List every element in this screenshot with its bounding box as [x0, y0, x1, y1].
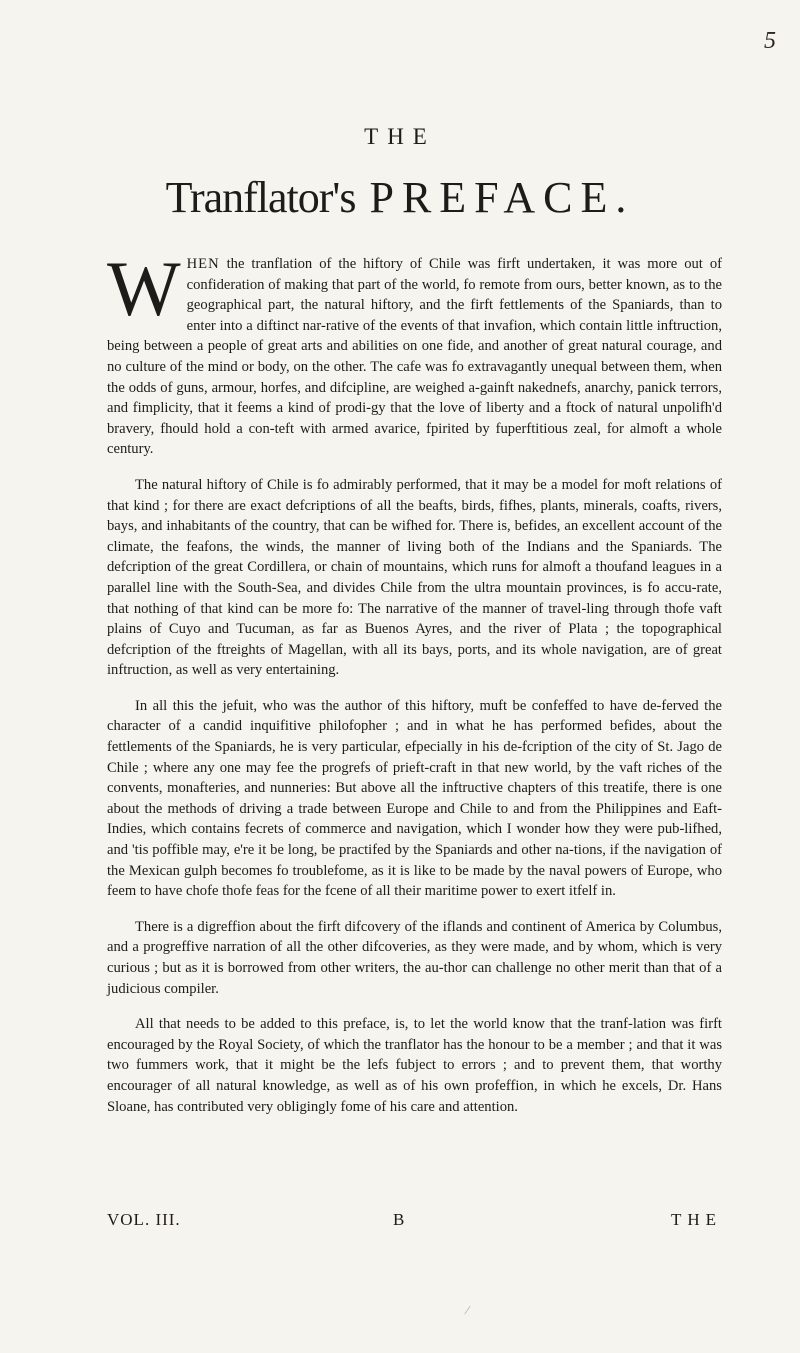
page-number: 5	[764, 28, 776, 54]
title-translators: Tranflator's	[165, 173, 356, 222]
paragraph-1	[107, 245, 722, 460]
paragraph-2: The natural hiftory of Chile is fo admirably performed, that it may be a model for moft relations of that kind ; for there are exact defcriptions of all the beafts, birds, fifhes, plants, minerals, coafts, rivers, bays, and inhabitants of the country, that can be wifhed for. There is, befides, an excellent account of the climate, the feafons, the winds, the manner of living both of the Indians and the Spaniards. The defcription of the great Cordillera, or chain of mountains, which runs for almoft a thoufand leagues in a parallel line with the South-Sea, and divides Chile from the ultra mountain provinces, is fo accu-rate, that nothing of that kind can be more fo: The narrative of the manner of travel-ling through thofe vaft plains of Cuyo and Tucuman, as far as Buenos Ayres, and the river of Plata ; the topographical defcription of the ftreights of Magellan, with all its bays, ports, and its whole navigation, are of great inftruction, as well as very entertaining.	[107, 476, 722, 679]
paragraph-lead: HEN	[186, 256, 220, 272]
paragraph-5: All that needs to be added to this preface, is, to let the world know that the tranf-lation was firft encouraged by the Royal Society, of which the tranflator has the honour to be a member ; and that it was two fummers work, that it might be the lefs fubject to errors ; and to prevent them, that worthy encourager of all natural knowledge, as well as of his own profeffion, in which he excels, Dr. Hans Sloane, has contributed very obligingly fome of his care and attention.	[107, 1016, 722, 1115]
signature-mark: B	[393, 1210, 405, 1229]
paragraph-text: the tranflation of the hiftory of Chile was firft undertaken, it was more out of confideration of making that part of the world, fo remote from ours, better known, as to the geographical part, the natural hiftory, and the firft fettlements of the Spaniards, than to enter into a diftinct nar-rative of the events of that invafion, which contain little inftruction, being between a people of great arts and abilities on one fide, and another of great natural courage, and no culture of the mind or body, on the other. The cafe was fo extravagantly unequal between them, when the odds of guns, armour, horfes, and difcipline, are weighed a-gainft nakednefs, anarchy, panick terrors, and fimplicity, that it feems a kind of prodi-gy that the love of liberty and a ftock of natural unpolifh'd bravery, fhould hold a con-teft with armed avarice, fpirited by fuperftitious zeal, for almoft a whole century.	[107, 256, 722, 458]
paragraph-3: In all this the jefuit, who was the author of this hiftory, muft be confeffed to have de-ferved the character of a candid inquifitive philofopher ; and in what he has performed befides, about the fettlements of the Spaniards, he is very particular, efpecially in his de-fcription of the city of St. Jago de Chile ; where any one may fee the progrefs of prieft-craft in that new world, by the vaft riches of the convents, monafteries, and nunneries: But above all the inftructive chapters of this treatife, there is one about the methods of driving a trade between Europe and Chile to and from the Philippines and Eaft-Indies, which contains fecrets of commerce and navigation, which I wonder how they were pub-lifhed, and 'tis poffible may, e're it be long, be practifed by the Spaniards and other na-tions, if the navigation of the Mexican gulph becomes fo troublefome, as it is like to be made by the naval powers of Europe, who feem to have chofe thofe feas for the fcene of all their maritime power to exert itfelf in.	[107, 697, 722, 900]
catchword: THE	[670, 1210, 722, 1229]
drop-cap: W	[107, 245, 181, 332]
title-preface: PREFACE.	[369, 173, 635, 222]
preface-body	[107, 245, 722, 1132]
volume-label: VOL. III.	[107, 1210, 181, 1229]
paragraph-4: There is a digreffion about the firft difcovery of the iflands and continent of America by Columbus, and a progreffive narration of all the other difcoveries, as they were made, and by whom, which is very curious ; but as it is borrowed from other writers, the au-thor can challenge no other merit than that of a judicious compiler.	[107, 918, 722, 997]
paper-mark	[464, 1306, 479, 1321]
page-title	[0, 172, 800, 223]
running-heading: THE	[364, 124, 436, 149]
